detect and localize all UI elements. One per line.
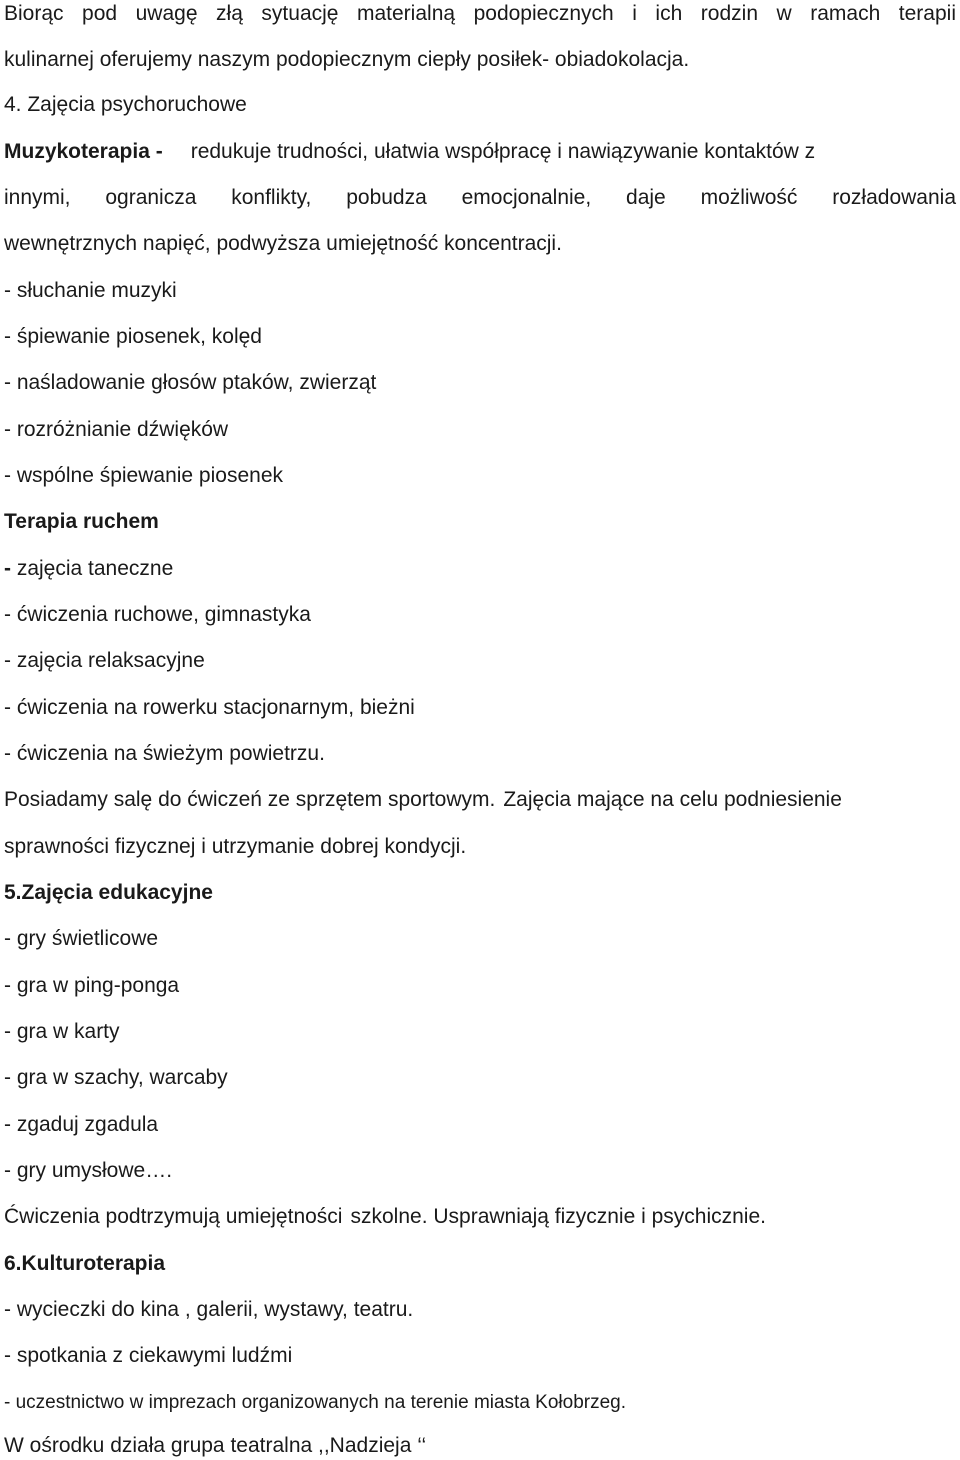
music-paragraph-line-3: wewnętrznych napięć, podwyższa umiejętność koncentracji. — [4, 232, 562, 255]
list-item: - ćwiczenia ruchowe, gimnastyka — [4, 603, 311, 626]
list-item: - gry świetlicowe — [4, 927, 159, 950]
list-item: - zajęcia relaksacyjne — [4, 649, 205, 672]
list-item: - ćwiczenia na świeżym powietrzu. — [4, 742, 325, 765]
list-item: - zgaduj zgadula — [4, 1113, 159, 1136]
list-item — [4, 555, 956, 583]
list-item: - gra w ping-ponga — [4, 974, 180, 997]
list-item: - gra w szachy, warcaby — [4, 1066, 228, 1089]
list-item: - wycieczki do kina , galerii, wystawy, teatru. — [4, 1298, 414, 1321]
education-summary-1: Ćwiczenia podtrzymują umiejętności — [4, 1205, 343, 1228]
movement-heading: Terapia ruchem — [4, 510, 159, 533]
gym-paragraph-line-2: sprawności fizycznej i utrzymanie dobrej kondycji. — [4, 835, 467, 858]
list-item: - spotkania z ciekawymi ludźmi — [4, 1344, 293, 1367]
list-item: - uczestnictwo w imprezach organizowanych na terenie miasta Kołobrzeg. — [4, 1392, 627, 1413]
intro-line-1: Biorąc pod uwagę złą sytuację materialną podopiecznych i ich rodzin w ramach terapii — [4, 2, 956, 25]
gym-sentence-2: Zajęcia mające na celu podniesienie — [503, 788, 842, 811]
gym-paragraph-line-1 — [4, 786, 956, 814]
section-5-heading: 5.Zajęcia edukacyjne — [4, 881, 213, 904]
list-item: - ćwiczenia na rowerku stacjonarnym, bieżni — [4, 696, 415, 719]
education-summary — [4, 1203, 956, 1231]
education-summary-2: szkolne. Usprawniają fizycznie i psychicznie. — [350, 1205, 766, 1228]
list-item: - gra w karty — [4, 1020, 120, 1043]
list-item: - naśladowanie głosów ptaków, zwierząt — [4, 371, 377, 394]
list-item: - śpiewanie piosenek, kolęd — [4, 325, 262, 348]
intro-line-2: kulinarnej oferujemy naszym podopiecznym ciepły posiłek- obiadokolacja. — [4, 48, 690, 71]
section-6-heading: 6.Kulturoterapia — [4, 1252, 166, 1275]
music-label: Muzykoterapia - — [4, 140, 163, 163]
list-item: - rozróżnianie dźwięków — [4, 418, 229, 441]
music-text-1: redukuje trudności, ułatwia współpracę i nawiązywanie kontaktów z — [190, 140, 816, 163]
music-paragraph-line-2: innymi, ogranicza konflikty, pobudza emocjonalnie, daje możliwość rozładowania — [4, 186, 956, 209]
list-item: - wspólne śpiewanie piosenek — [4, 464, 283, 487]
list-item: - słuchanie muzyki — [4, 279, 177, 302]
theatre-line: W ośrodku działa grupa teatralna ,,Nadzieja ‘‘ — [4, 1434, 427, 1457]
list-item: - gry umysłowe…. — [4, 1159, 173, 1182]
list-item-text: zajęcia taneczne — [11, 557, 174, 580]
section-4-heading: 4. Zajęcia psychoruchowe — [4, 93, 247, 116]
gym-sentence-1: Posiadamy salę do ćwiczeń ze sprzętem sportowym. — [4, 788, 496, 811]
music-paragraph-line-1 — [4, 138, 956, 166]
list-dash: - — [4, 557, 11, 580]
